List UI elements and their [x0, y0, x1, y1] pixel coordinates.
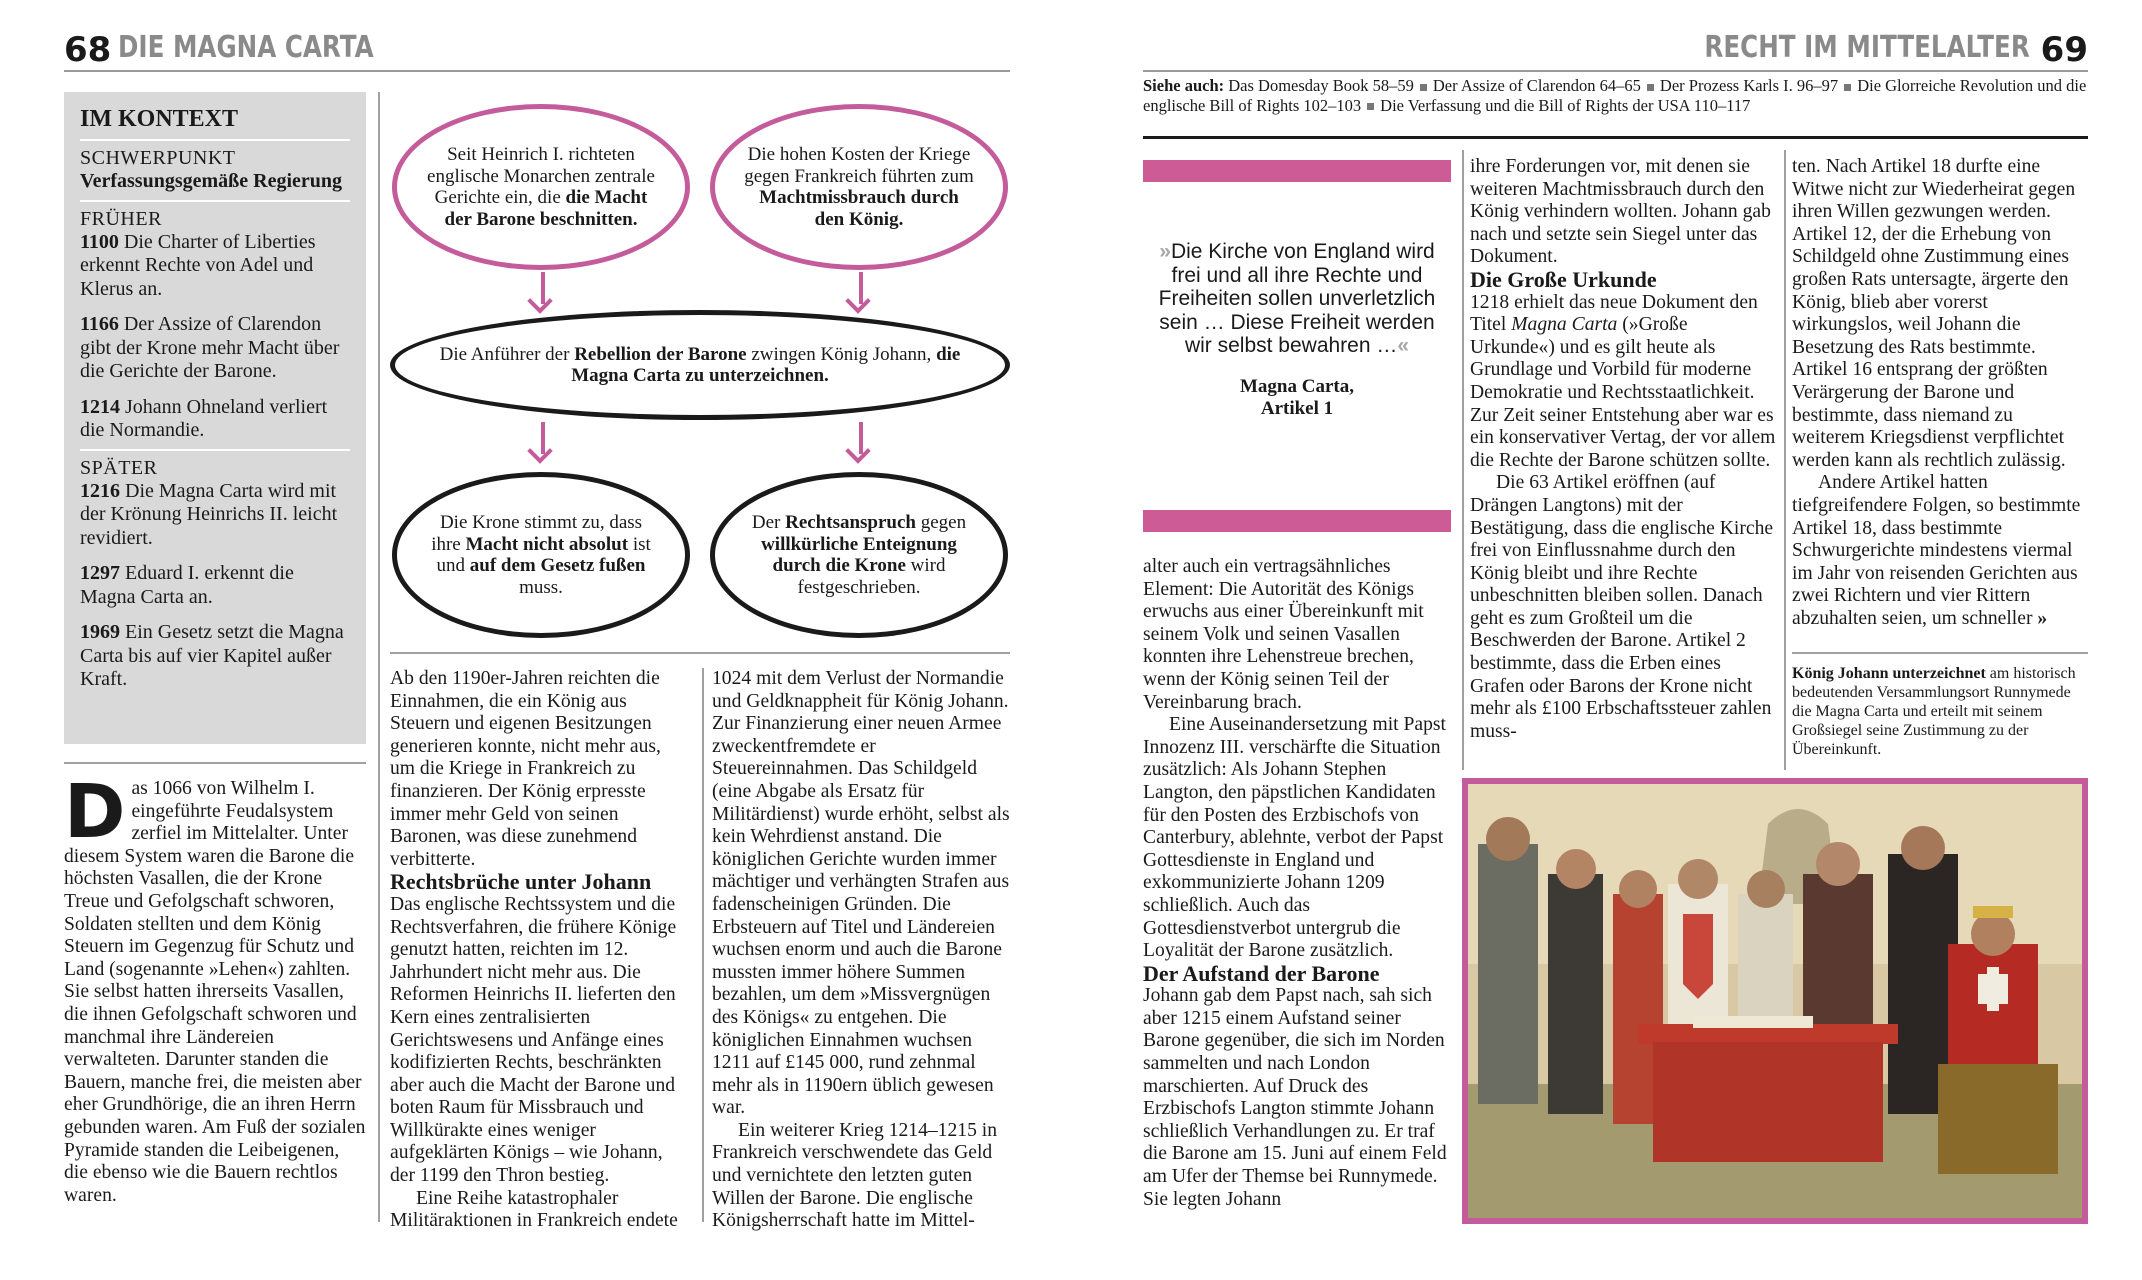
- right-header-rule: [1143, 70, 2088, 72]
- flow-node-property-rights: Der Rechtsanspruch gegen willkürliche Enteignung durch die Krone wird festgeschrieben.: [710, 472, 1008, 638]
- see-also-link[interactable]: Die Verfassung und die Bill of Rights der USA 110–117: [1380, 95, 1751, 115]
- bullet-icon: [1420, 84, 1427, 91]
- flow-node-crown-limits: Die Krone stimmt zu, dass ihre Macht nicht absolut ist und auf dem Gesetz fußen muss.: [392, 472, 690, 638]
- arrow-down-icon: [541, 272, 545, 304]
- flow-node-rebellion: Die Anführer der Rebellion der Barone zwingen König Johann, die Magna Carta zu unterzeichnen.: [390, 310, 1010, 420]
- illustration-frame: [1462, 778, 2088, 1224]
- article-column-3: [712, 668, 1010, 1233]
- paragraph: Das englische Rechtssystem und die Rechtsverfahren, die frühere Könige genutzt hatten, reichten im 12. Jahrhundert nicht mehr aus. Die Reformen Heinrichs II. lieferten den Kern eines zentralisierten Gerichtswesens und Anfänge eines kodifizierten Rechts, beschränkten aber auch die Macht der Barone und boten Raum für Missbrauch und Willkürakte eines weniger aufgeklärten Königs – wie Johann, der 1199 den Thron bestieg.: [390, 893, 677, 1187]
- left-page-title: DIE MAGNA CARTA: [118, 30, 374, 65]
- column-rule: [702, 668, 704, 1222]
- see-also-rule: [1143, 136, 2088, 139]
- article-column-5: [1470, 156, 1776, 743]
- paragraph: Johann gab dem Papst nach, sah sich aber 1215 einem Aufstand seiner Barone gegenüber, die sich im Norden sammelten und nach London marschierten. Auf Druck des Erzbischofs Langton stimmte Johann schließlich Verhandlungen zu. Er traf die Barone am 15. Juni auf einem Feld am Ufer der Themse bei Runnymede. Sie legten Johann: [1143, 985, 1447, 1210]
- intro-text: as 1066 von Wilhelm I. eingeführte Feudalsystem zerfiel im Mittelalter. Unter diesem System waren die Barone die höchsten Vasallen, die der Krone Treue und Gefolgschaft schworen, Soldaten stellten und dem König Steuern im Gegenzug für Schutz und Land (sogenannte »Lehen«) zahlten. Sie selbst hatten ihrerseits Vasallen, die ihnen Gefolgschaft schworen und manchmal ihre Ländereien verwalteten. Darunter standen die Bauern, manche frei, die meisten aber eher Grundhörige, die an ihren Herrn gebunden waren. Am Fuß der sozialen Pyramide standen die Leibeigenen, die ebenso wie die Bauern rechtlos waren.: [64, 778, 366, 1206]
- quote-source-article: Artikel 1: [1260, 397, 1334, 419]
- paragraph: ihre Forderungen vor, mit denen sie weiteren Machtmissbrauch durch den König verhindern wollten. Johann gab nach und setzte sein Siegel unter das Dokument.: [1470, 156, 1771, 268]
- drop-cap: D: [64, 769, 126, 855]
- bullet-icon: [1367, 103, 1374, 110]
- image-caption: König Johann unterzeichnet am historisch bedeutenden Versammlungsort Runnymede die Magna Carta und erteilt mit seinem Großsiegel seine Zustimmung zu der Übereinkunft.: [1792, 665, 2076, 758]
- article-column-6: [1792, 156, 2088, 630]
- section-heading: Der Aufstand der Barone: [1143, 960, 1380, 986]
- after-label: SPÄTER: [80, 456, 158, 479]
- see-also-link[interactable]: Der Prozess Karls I. 96–97: [1659, 76, 1839, 95]
- paragraph: Eine Auseinandersetzung mit Papst Innozenz III. verschärfte die Situation zusätzlich: Als Johann Stephen Langton, den päpstlichen Kandidaten für den Posten des Erzbischofs von Canterbury, ablehnte, verbot der Papst Gottesdienste in England und exkommunizierte Johann 1209 schließlich. Auch das Gottesdienstverbot untergrub die Loyalität der Barone zusätzlich.: [1143, 714, 1446, 962]
- column-rule: [378, 92, 380, 1222]
- flow-node-central-courts: Seit Heinrich I. richteten englische Monarchen zentrale Gerichte ein, die die Macht der Barone beschnitten.: [392, 104, 690, 270]
- intro-column: [64, 769, 366, 1207]
- article-column-2: [390, 668, 690, 1233]
- timeline-entry: 1297 Eduard I. erkennt die Magna Carta an.: [80, 562, 294, 608]
- section-heading: Die Große Urkunde: [1470, 266, 1657, 292]
- column-rule: [1462, 150, 1464, 770]
- right-page-title: RECHT IM MITTELALTER: [1704, 30, 2030, 65]
- quote-top-bar: [1143, 160, 1451, 182]
- see-also-label: Siehe auch:: [1143, 76, 1225, 95]
- paragraph: Ein weiterer Krieg 1214–1215 in Frankreich verschwendete das Geld und vernichtete den letzten guten Willen der Barone. Die englische Königsherrschaft hatte im Mittel-: [712, 1119, 998, 1232]
- see-also-link[interactable]: Der Assize of Clarendon 64–65: [1432, 76, 1641, 95]
- arrow-down-icon: [541, 422, 545, 454]
- left-page-number: 68: [64, 30, 112, 70]
- bullet-icon: [1647, 84, 1654, 91]
- flowchart-rule: [390, 652, 1010, 654]
- right-page-number: 69: [2040, 30, 2088, 70]
- paragraph: 1024 mit dem Verlust der Normandie und Geldknappheit für König Johann. Zur Finanzierung einer neuen Armee zweckentfremdete er Steuereinnahmen. Das Schildgeld (eine Abgabe als Ersatz für Militärdienst) wurde erhöht, selbst als kein Wehrdienst anstand. Die königlichen Gerichte wurden immer mächtiger und verhängten Strafen aus fadenscheinigen Gründen. Die Erbsteuern auf Titel und Ländereien wuchsen enorm und auch die Barone mussten immer höhere Summen bezahlen, um dem »Missvergnügen des Königs« zu entgehen. Die königlichen Einnahmen wuchsen 1211 auf £145 000, rund zehnmal mehr als in 1190ern üblich gewesen war.: [712, 668, 1010, 1119]
- arrow-down-icon: [859, 272, 863, 304]
- left-header-rule: [64, 70, 1010, 72]
- timeline-entry: 1969 Ein Gesetz setzt die Magna Carta bis auf vier Kapitel außer Kraft.: [80, 621, 344, 690]
- quote-open-mark: »: [1159, 240, 1171, 263]
- timeline-entry: 1214 Johann Ohneland verliert die Normandie.: [80, 395, 328, 441]
- paragraph: alter auch ein vertragsähnliches Element: Die Autorität des Königs erwuchs aus einer Übereinkunft mit seinem Volk und seinen Vasallen konnten ihre Lehenstreue brechen, wenn der König seinen Teil der Vereinbarung brach.: [1143, 556, 1424, 713]
- section-heading: Rechtsbrüche unter Johann: [390, 869, 652, 895]
- pull-quote: [1150, 240, 1444, 420]
- quote-close-mark: «: [1397, 334, 1410, 357]
- flow-node-war-costs: Die hohen Kosten der Kriege gegen Frankreich führten zum Machtmissbrauch durch den König.: [710, 104, 1008, 270]
- context-bottom-rule: [64, 762, 366, 764]
- paragraph: ten. Nach Artikel 18 durfte eine Witwe nicht zur Wiederheirat gegen ihren Willen gezwungen werden. Artikel 12, der die Erhebung von Schildgeld ohne Zustimmung eines großen Rats untersagte, ärgerte den König, blieb aber vorerst wirkungslos, weil Johann die Besetzung des Rats bestimmte. Artikel 16 entsprang der größten Verärgerung der Barone und bestimmte, dass niemand zu weiterem Kriegsdienst verpflichtet werden kann als rechtlich zulässig.: [1792, 156, 2076, 471]
- king-john-signing-illustration: [1468, 784, 2082, 1218]
- arrow-down-icon: [859, 422, 863, 454]
- continue-mark: »: [2037, 607, 2048, 629]
- column-rule: [1784, 150, 1786, 770]
- timeline-entry: 1216 Die Magna Carta wird mit der Krönung Heinrichs II. leicht revidiert.: [80, 479, 338, 549]
- bullet-icon: [1844, 84, 1851, 91]
- focus-label: SCHWERPUNKT: [80, 147, 236, 169]
- context-box: [64, 92, 366, 744]
- caption-rule: [1792, 652, 2088, 654]
- before-label: FRÜHER: [80, 207, 162, 230]
- timeline-entry: 1100 Die Charter of Liberties erkennt Rechte von Adel und Klerus an.: [80, 230, 316, 300]
- quote-bottom-bar: [1143, 510, 1451, 532]
- focus-value: Verfassungsgemäße Regierung: [80, 170, 343, 192]
- article-column-4: [1143, 556, 1451, 1211]
- paragraph: Eine Reihe katastrophaler Militäraktionen in Frankreich endete: [390, 1187, 678, 1232]
- timeline-entry: 1166 Der Assize of Clarendon gibt der Krone mehr Macht über die Gerichte der Barone.: [80, 313, 340, 382]
- paragraph: Andere Artikel hatten tiefgreifendere Folgen, so bestimmte Artikel 18, dass bestimmte Schwurgerichte mindestens viermal im Jahr von reisenden Gerichten aus zwei Richtern und vier Rittern abzuhalten seien, um schneller »: [1792, 472, 2081, 629]
- paragraph: Die 63 Artikel eröffnen (auf Drängen Langtons) mit der Bestätigung, dass die englische Kirche frei von Einflussnahme durch den König bleibt und ihre Rechte unbeschnitten bleiben sollen. Danach geht es zum Großteil um die Beschwerden der Barone. Artikel 2 bestimmte, dass die Erben eines Grafen oder Barons der Krone nicht mehr als £100 Erbschaftssteuer zahlen muss-: [1470, 472, 1774, 742]
- quote-text: Die Kirche von England wird frei und all ihre Rechte und Freiheiten sollen unverletzlich sein … Diese Freiheit werden wir selbst bewahren …: [1158, 240, 1436, 357]
- paragraph: 1218 erhielt das neue Dokument den Titel Magna Carta (»Große Urkunde«) und es gilt heute als Grundlage und Vorbild für moderne Demokratie und Rechtsstaatlichkeit. Zur Zeit seiner Entstehung aber war es ein konservativer Vertag, der vor allem die Rechte der Barone schützen sollte.: [1470, 291, 1776, 471]
- see-also: [1143, 76, 2088, 115]
- see-also-link[interactable]: Die Glorreiche Revolution und die englische Bill of Rights 102–103: [1143, 76, 2087, 115]
- see-also-link[interactable]: Das Domesday Book 58–59: [1228, 76, 1414, 95]
- context-title: IM KONTEXT: [80, 106, 239, 132]
- quote-source: Magna Carta,: [1240, 375, 1354, 397]
- paragraph: Ab den 1190er-Jahren reichten die Einnahmen, die ein König aus Steuern und eigenen Besitzungen generieren konnte, nicht mehr aus, um die Kriege in Frankreich zu finanzieren. Der König erpresste immer mehr Geld von seinen Baronen, was diese zunehmend verbitterte.: [390, 668, 661, 870]
